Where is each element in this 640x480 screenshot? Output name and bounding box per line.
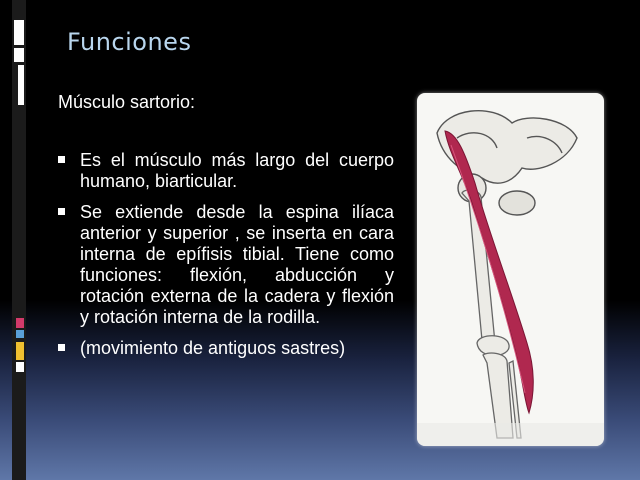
bullet-text: (movimiento de antiguos sastres) — [80, 338, 346, 358]
slide-subtitle: Músculo sartorio: — [58, 92, 196, 112]
bullet-square-icon — [58, 344, 65, 351]
left-accent-bar — [0, 0, 26, 480]
bullet-square-icon — [58, 156, 65, 163]
bullet-item — [58, 202, 394, 328]
sartorius-muscle-illustration — [417, 93, 604, 446]
bullet-text: Es el músculo más largo del cuerpo humano, biarticular. — [80, 150, 394, 191]
bullet-item — [58, 338, 394, 359]
slide-title: Funciones — [67, 28, 192, 56]
bullet-item — [58, 150, 394, 192]
bullet-text: Se extiende desde la espina ilíaca anterior y superior , se inserta en cara interna de epífisis tibial. Tiene como funciones: flexión, abducción y rotación externa de la cadera y flexión y rotación interna de la rodilla. — [80, 202, 394, 327]
bullet-list — [58, 150, 394, 369]
bullet-square-icon — [58, 208, 65, 215]
